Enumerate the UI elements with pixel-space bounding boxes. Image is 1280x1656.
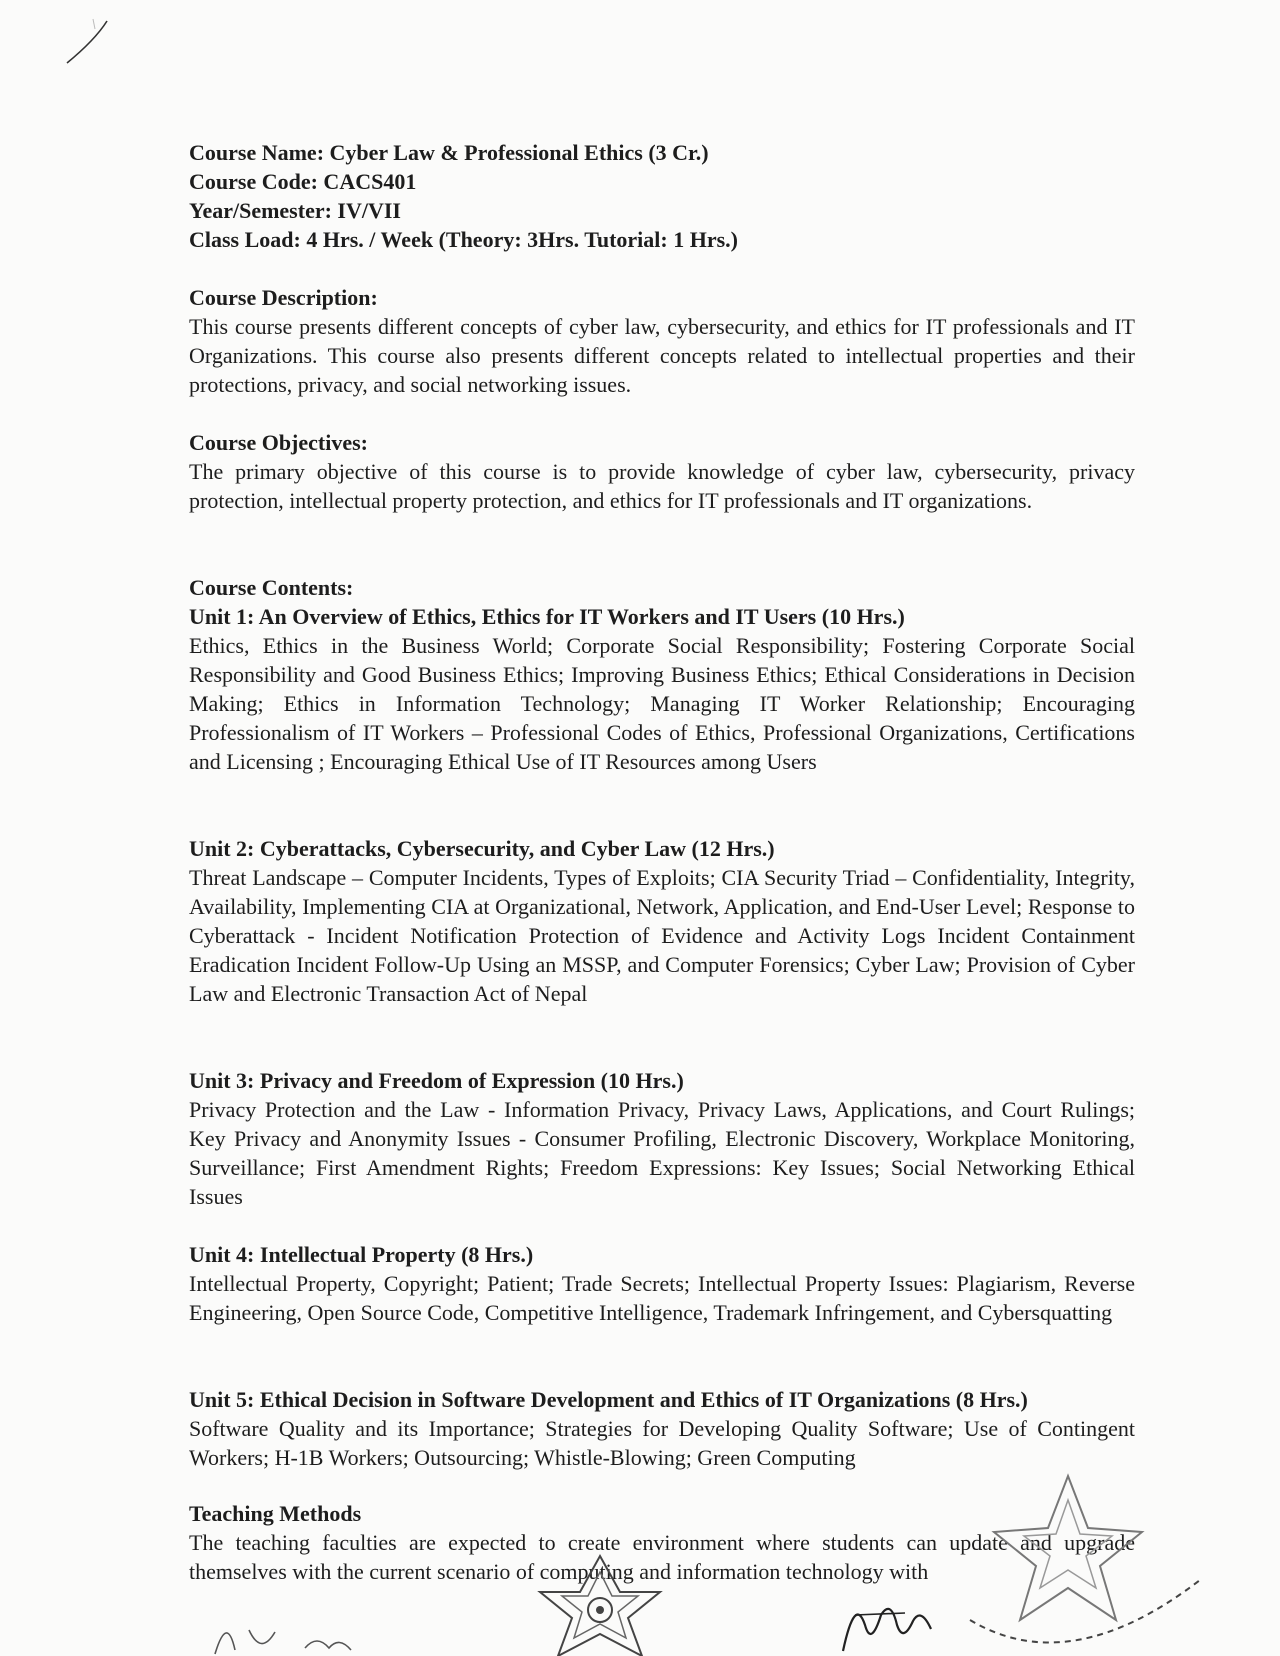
course-name: Course Name: Cyber Law & Professional Ethics (3 Cr.) (189, 140, 709, 165)
unit-4-text: Intellectual Property, Copyright; Patient; Trade Secrets; Intellectual Property Issues: Plagiarism, Reverse Engineering, Open Source Code, Competitive Intelligence, Trademark Infringement, and Cybersquatting (189, 1271, 1135, 1325)
unit-2 (189, 834, 1135, 1008)
contents-heading: Course Contents: (189, 575, 354, 600)
course-contents (189, 573, 1135, 776)
unit-2-title: Unit 2: Cyberattacks, Cybersecurity, and Cyber Law (12 Hrs.) (189, 836, 775, 861)
description-text: This course presents different concepts of cyber law, cybersecurity, and ethics for IT professionals and IT Organizations. This course also presents different concepts related to intellectual properties and their protections, privacy, and social networking issues. (189, 314, 1135, 397)
signature (835, 1585, 945, 1656)
unit-4-title: Unit 4: Intellectual Property (8 Hrs.) (189, 1242, 534, 1267)
course-description (189, 283, 1135, 399)
unit-5 (189, 1385, 1135, 1472)
pen-mark (55, 15, 115, 75)
university-seal-stamp (500, 1552, 700, 1656)
office-stamp (950, 1470, 1220, 1656)
teaching-heading: Teaching Methods (189, 1501, 362, 1526)
class-load: Class Load: 4 Hrs. / Week (Theory: 3Hrs. Tutorial: 1 Hrs.) (189, 227, 738, 252)
year-semester: Year/Semester: IV/VII (189, 198, 401, 223)
unit-5-title: Unit 5: Ethical Decision in Software Development and Ethics of IT Organizations (8 Hrs.) (189, 1387, 1028, 1412)
unit-4 (189, 1240, 1135, 1327)
objectives-text: The primary objective of this course is to provide knowledge of cyber law, cybersecurity, privacy protection, intellectual property protection, and ethics for IT professionals and IT organizations. (189, 459, 1135, 513)
unit-3-text: Privacy Protection and the Law - Information Privacy, Privacy Laws, Applications, and Court Rulings; Key Privacy and Anonymity Issues - Consumer Profiling, Electronic Discovery, Workplace Monitoring, Surveillance; First Amendment Rights; Freedom Expressions: Key Issues; Social Networking Ethical Issues (189, 1097, 1135, 1209)
course-objectives (189, 428, 1135, 515)
description-heading: Course Description: (189, 285, 378, 310)
unit-5-text: Software Quality and its Importance; Strategies for Developing Quality Software; Use of Contingent Workers; H-1B Workers; Outsourcing; Whistle-Blowing; Green Computing (189, 1416, 1135, 1470)
unit-1-title: Unit 1: An Overview of Ethics, Ethics for IT Workers and IT Users (10 Hrs.) (189, 604, 905, 629)
unit-3-title: Unit 3: Privacy and Freedom of Expression (10 Hrs.) (189, 1068, 684, 1093)
objectives-heading: Course Objectives: (189, 430, 369, 455)
course-code: Course Code: CACS401 (189, 169, 417, 194)
unit-3 (189, 1066, 1135, 1211)
teaching-text: The teaching faculties are expected to create environment where students can update and upgrade themselves with the current scenario of computing and information technology with (189, 1530, 1135, 1584)
initials-signature (205, 1610, 385, 1656)
unit-2-text: Threat Landscape – Computer Incidents, Types of Exploits; CIA Security Triad – Confidentiality, Integrity, Availability, Implementing CIA at Organizational, Network, Application, and End-User Level; Response to Cyberattack - Incident Notification Protection of Evidence and Activity Logs Incident Containment Eradication Incident Follow-Up Using an MSSP, and Computer Forensics; Cyber Law; Provision of Cyber Law and Electronic Transaction Act of Nepal (189, 865, 1135, 1006)
unit-1-text: Ethics, Ethics in the Business World; Corporate Social Responsibility; Fostering Corporate Social Responsibility and Good Business Ethics; Improving Business Ethics; Ethical Considerations in Decision Making; Ethics in Information Technology; Managing IT Worker Relationship; Encouraging Professionalism of IT Workers – Professional Codes of Ethics, Professional Organizations, Certifications and Licensing ; Encouraging Ethical Use of IT Resources among Users (189, 633, 1135, 774)
course-header (189, 138, 1139, 254)
